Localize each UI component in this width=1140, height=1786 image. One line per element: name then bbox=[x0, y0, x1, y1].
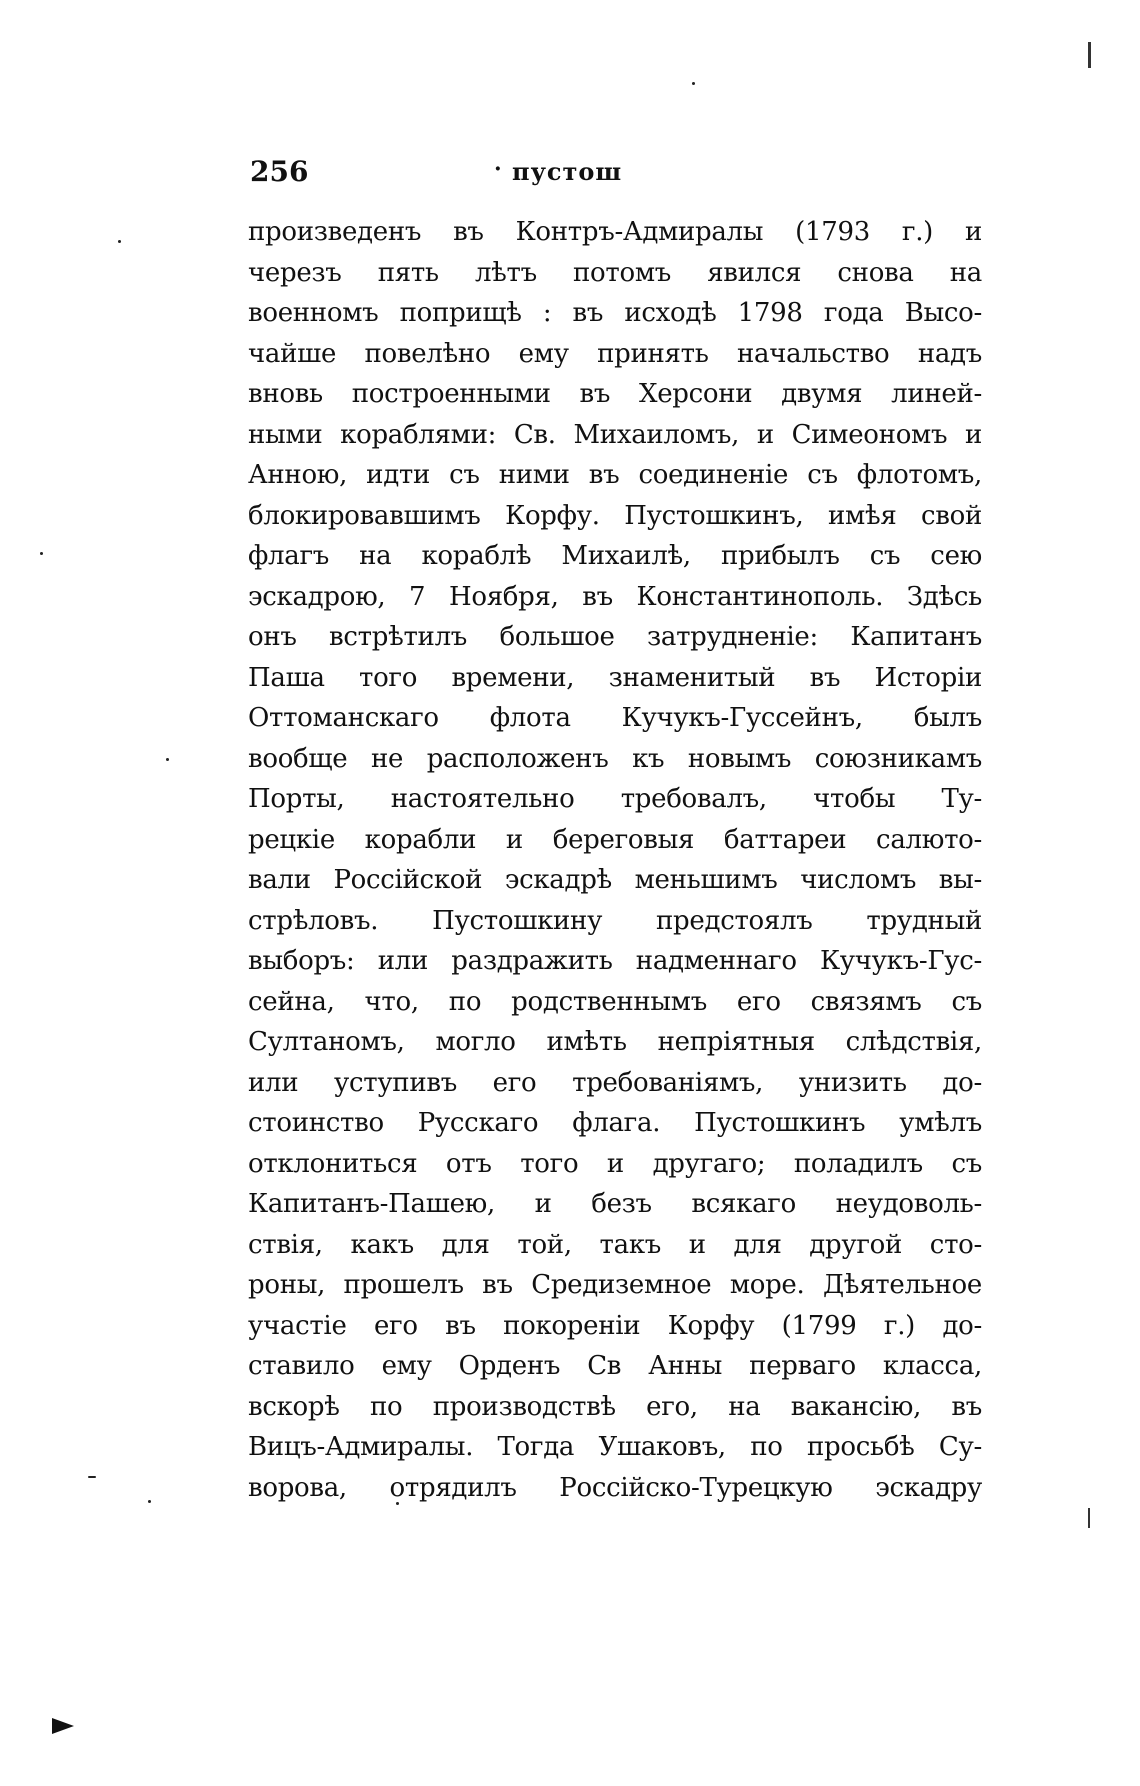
text-line: ствія, какъ для той, такъ и для другой сто- bbox=[248, 1229, 982, 1260]
text-line: рецкіе корабли и береговыя баттареи салюто- bbox=[248, 824, 982, 855]
text-line: Паша того времени, знаменитый въ Исторіи bbox=[248, 662, 982, 693]
corner-arrow-icon bbox=[52, 1718, 74, 1734]
scan-speck bbox=[148, 1500, 151, 1503]
text-line: флагъ на кораблѣ Михаилѣ, прибылъ съ сею bbox=[248, 541, 982, 571]
scan-speck bbox=[118, 240, 121, 243]
text-line: вали Россійской эскадрѣ меньшимъ числомъ вы- bbox=[248, 865, 982, 895]
page-header bbox=[250, 152, 980, 192]
page-number: 256 bbox=[250, 155, 309, 188]
text-line: стрѣловъ. Пустошкину предстоялъ трудный bbox=[248, 905, 982, 936]
text-line: Анною, идти съ ними въ соединеніе съ флотомъ, bbox=[248, 460, 982, 490]
text-line: черезъ пять лѣтъ потомъ явился снова на bbox=[248, 257, 982, 288]
text-line: вскорѣ по производствѣ его, на вакансію, въ bbox=[248, 1391, 982, 1422]
text-line: роны, прошелъ въ Средиземное море. Дѣятельное bbox=[248, 1270, 982, 1300]
scan-speck bbox=[88, 1476, 96, 1478]
scan-speck bbox=[166, 758, 169, 761]
text-line: чайше повелѣно ему принять начальство надъ bbox=[248, 338, 982, 369]
text-line: отклониться отъ того и другаго; поладилъ съ bbox=[248, 1148, 982, 1179]
text-line: выборъ: или раздражить надменнаго Кучукъ-Гус- bbox=[248, 946, 982, 976]
text-line: Порты, настоятельно требовалъ, чтобы Ту- bbox=[248, 784, 982, 814]
text-line: Вицъ-Адмиралы. Тогда Ушаковъ, по просьбѣ Су- bbox=[248, 1432, 982, 1462]
text-line: произведенъ въ Контръ-Адмиралы (1793 г.) и bbox=[248, 217, 982, 247]
text-line: ворова, отрядилъ Россійско-Турецкую эскадру bbox=[248, 1472, 982, 1503]
text-line: Султаномъ, могло имѣть непріятныя слѣдствія, bbox=[248, 1027, 982, 1057]
text-line: Капитанъ-Пашею, и безъ всякаго неудоволь- bbox=[248, 1189, 982, 1219]
text-line: военномъ поприщѣ : въ исходѣ 1798 года Высо- bbox=[248, 298, 982, 328]
header-mark: · bbox=[494, 156, 502, 182]
scan-speck bbox=[40, 552, 43, 555]
text-line: участіе его въ покореніи Корфу (1799 г.) до- bbox=[248, 1310, 982, 1341]
text-line: вообще не расположенъ къ новымъ союзникамъ bbox=[248, 743, 982, 774]
running-head: пустош bbox=[512, 157, 623, 186]
text-line: стоинство Русскаго флага. Пустошкинъ умѣлъ bbox=[248, 1108, 982, 1138]
text-line: вновь построенными въ Херсони двумя линей- bbox=[248, 379, 982, 409]
scan-edge-mark bbox=[1088, 1508, 1090, 1528]
text-line: ставило ему Орденъ Св Анны перваго класса, bbox=[248, 1351, 982, 1381]
body-text bbox=[248, 212, 982, 1508]
text-line: Оттоманскаго флота Кучукъ-Гуссейнъ, былъ bbox=[248, 703, 982, 733]
text-line: или уступивъ его требованіямъ, унизить до- bbox=[248, 1067, 982, 1098]
text-line: эскадрою, 7 Ноября, въ Константинополь. Здѣсь bbox=[248, 581, 982, 612]
scan-speck bbox=[396, 1502, 399, 1505]
text-line: блокировавшимъ Корфу. Пустошкинъ, имѣя свой bbox=[248, 500, 982, 531]
text-line: ными кораблями: Св. Михаиломъ, и Симеономъ и bbox=[248, 419, 982, 450]
scan-speck bbox=[692, 82, 695, 85]
text-line: сейна, что, по родственнымъ его связямъ съ bbox=[248, 986, 982, 1017]
text-line: онъ встрѣтилъ большое затрудненіе: Капитанъ bbox=[248, 622, 982, 652]
scan-edge-mark bbox=[1088, 42, 1091, 68]
